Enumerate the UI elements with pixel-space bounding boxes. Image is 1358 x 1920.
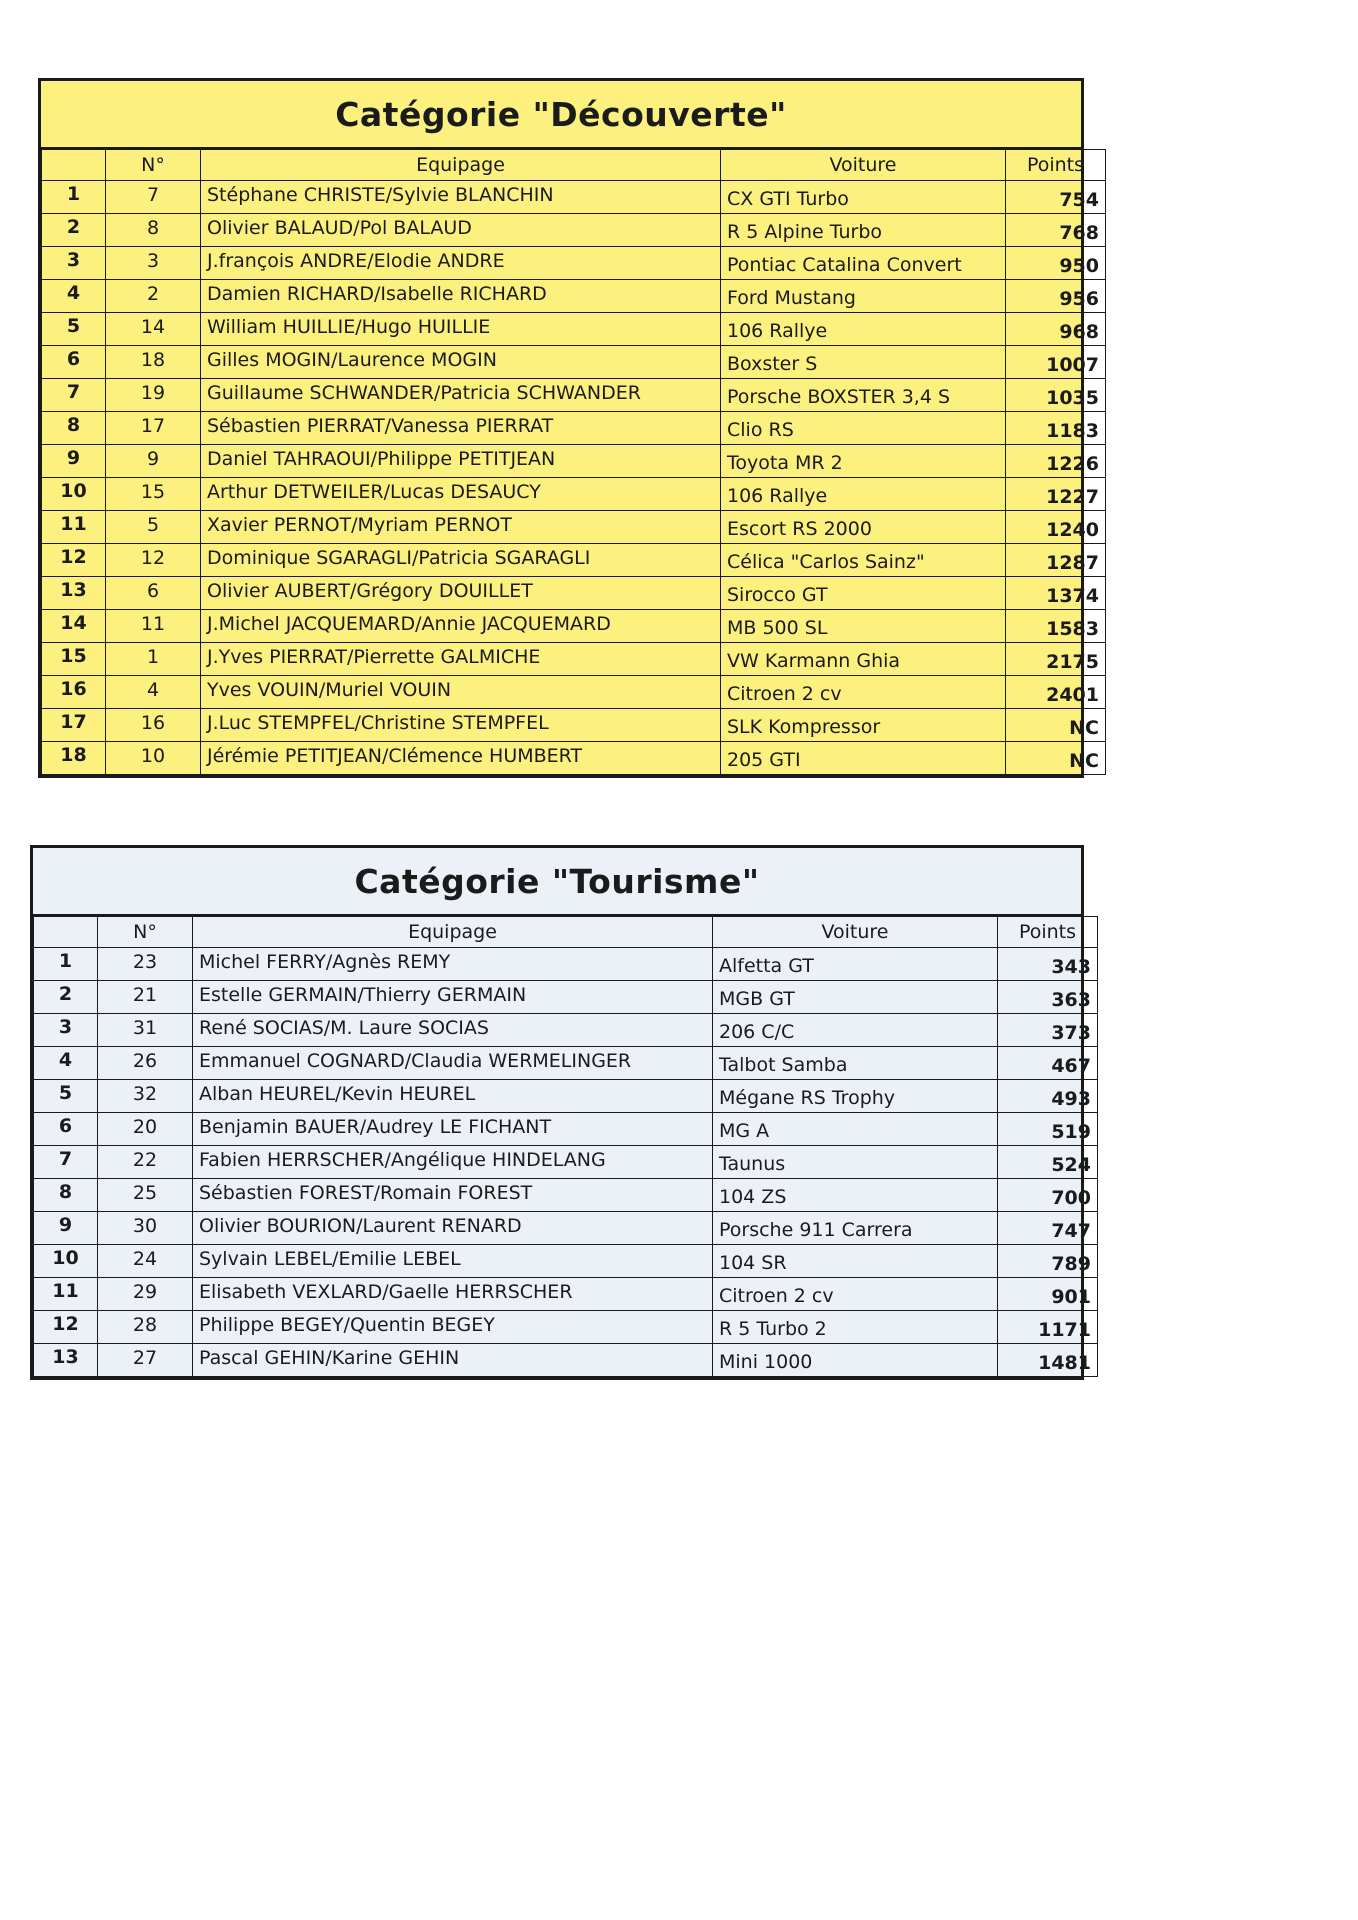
cell-car: Sirocco GT [727, 584, 828, 606]
cell-points: 1481 [1038, 1352, 1091, 1374]
cell-position: 5 [66, 315, 81, 337]
cell-crew: Daniel TAHRAOUI/Philippe PETITJEAN [207, 448, 556, 470]
cell-position: 1 [58, 950, 73, 972]
cell-crew: Sylvain LEBEL/Emilie LEBEL [199, 1248, 461, 1270]
column-header-crew: Equipage [201, 150, 721, 181]
cell-position: 2 [58, 983, 73, 1005]
cell-crew: Elisabeth VEXLARD/Gaelle HERRSCHER [199, 1281, 573, 1303]
cell-car: Porsche 911 Carrera [719, 1219, 913, 1241]
cell-number: 11 [140, 613, 166, 635]
cell-number: 7 [146, 184, 160, 206]
cell-crew: Olivier BOURION/Laurent RENARD [199, 1215, 522, 1237]
cell-position: 13 [60, 579, 87, 601]
cell-points: 1226 [1046, 453, 1099, 475]
cell-number: 28 [132, 1314, 158, 1336]
table-row [34, 948, 1098, 981]
cell-car: Porsche BOXSTER 3,4 S [727, 386, 951, 408]
cell-number: 30 [132, 1215, 158, 1237]
cell-points: 1227 [1046, 486, 1099, 508]
cell-car: 106 Rallye [727, 485, 828, 507]
cell-number: 23 [132, 951, 158, 973]
column-header-number: N° [106, 150, 201, 181]
table-row [34, 1047, 1098, 1080]
cell-number: 16 [140, 712, 166, 734]
cell-number: 17 [140, 415, 166, 437]
cell-crew: Benjamin BAUER/Audrey LE FICHANT [199, 1116, 552, 1138]
cell-crew: Sébastien FOREST/Romain FOREST [199, 1182, 533, 1204]
column-header-points: Points [998, 917, 1098, 948]
cell-crew: Dominique SGARAGLI/Patricia SGARAGLI [207, 547, 591, 569]
column-header-car: Voiture [721, 150, 1006, 181]
cell-position: 11 [52, 1280, 79, 1302]
cell-position: 9 [58, 1214, 73, 1236]
cell-car: Ford Mustang [727, 287, 856, 309]
cell-number: 12 [140, 547, 166, 569]
cell-position: 7 [66, 381, 81, 403]
cell-points: 363 [1051, 989, 1091, 1011]
cell-number: 9 [146, 448, 160, 470]
cell-position: 11 [60, 513, 87, 535]
cell-car: MB 500 SL [727, 617, 828, 639]
cell-car: Mini 1000 [719, 1351, 813, 1373]
table-row [34, 1146, 1098, 1179]
table-row [34, 1311, 1098, 1344]
cell-position: 2 [66, 216, 81, 238]
cell-crew: Pascal GEHIN/Karine GEHIN [199, 1347, 460, 1369]
cell-car: 205 GTI [727, 749, 801, 771]
table-row [42, 346, 1106, 379]
cell-position: 16 [60, 678, 87, 700]
cell-number: 15 [140, 481, 166, 503]
cell-number: 27 [132, 1347, 158, 1369]
cell-car: Citroen 2 cv [727, 683, 842, 705]
cell-number: 6 [146, 580, 160, 602]
cell-crew: Fabien HERRSCHER/Angélique HINDELANG [199, 1149, 606, 1171]
category-card-decouverte [38, 78, 1099, 778]
cell-car: MG A [719, 1120, 770, 1142]
cell-number: 18 [140, 349, 166, 371]
cell-number: 19 [140, 382, 166, 404]
cell-number: 24 [132, 1248, 158, 1270]
cell-points: 1007 [1046, 354, 1099, 376]
cell-crew: René SOCIAS/M. Laure SOCIAS [199, 1017, 489, 1039]
table-row [42, 676, 1106, 709]
table-row [42, 379, 1106, 412]
cell-crew: J.françois ANDRE/Elodie ANDRE [207, 250, 505, 272]
table-row [42, 412, 1106, 445]
cell-car: 206 C/C [719, 1021, 795, 1043]
cell-crew: Olivier AUBERT/Grégory DOUILLET [207, 580, 533, 602]
cell-position: 10 [52, 1247, 79, 1269]
cell-crew: Philippe BEGEY/Quentin BEGEY [199, 1314, 495, 1336]
cell-position: 12 [60, 546, 87, 568]
cell-position: 4 [66, 282, 81, 304]
table-row [42, 511, 1106, 544]
table-row [42, 643, 1106, 676]
cell-position: 12 [52, 1313, 79, 1335]
cell-number: 2 [146, 283, 160, 305]
cell-position: 4 [58, 1049, 73, 1071]
cell-number: 5 [146, 514, 160, 536]
cell-position: 13 [52, 1346, 79, 1368]
table-row [42, 247, 1106, 280]
results-table-decouverte [41, 149, 1106, 775]
cell-number: 10 [140, 745, 166, 767]
cell-car: Citroen 2 cv [719, 1285, 834, 1307]
cell-car: R 5 Alpine Turbo [727, 221, 883, 243]
table-row [42, 742, 1106, 775]
cell-points: 2401 [1046, 684, 1099, 706]
cell-number: 1 [146, 646, 160, 668]
cell-points: 1183 [1046, 420, 1099, 442]
cell-points: 1240 [1046, 519, 1099, 541]
cell-points: 343 [1051, 956, 1091, 978]
cell-position: 6 [66, 348, 81, 370]
cell-position: 5 [58, 1082, 73, 1104]
cell-position: 3 [66, 249, 81, 271]
cell-position: 1 [66, 183, 81, 205]
cell-number: 26 [132, 1050, 158, 1072]
cell-number: 20 [132, 1116, 158, 1138]
column-header-points: Points [1006, 150, 1106, 181]
table-row [42, 214, 1106, 247]
cell-crew: William HUILLIE/Hugo HUILLIE [207, 316, 491, 338]
category-title-decouverte: Catégorie "Découverte" [41, 81, 1081, 149]
cell-points: NC [1069, 750, 1099, 772]
cell-position: 8 [66, 414, 81, 436]
table-header-row [42, 150, 1106, 181]
column-header-position [42, 150, 106, 181]
cell-position: 10 [60, 480, 87, 502]
cell-crew: Damien RICHARD/Isabelle RICHARD [207, 283, 547, 305]
cell-crew: Stéphane CHRISTE/Sylvie BLANCHIN [207, 184, 554, 206]
cell-points: 493 [1051, 1088, 1091, 1110]
cell-car: 104 SR [719, 1252, 787, 1274]
cell-number: 31 [132, 1017, 158, 1039]
cell-car: SLK Kompressor [727, 716, 881, 738]
cell-car: Clio RS [727, 419, 794, 441]
cell-crew: Alban HEUREL/Kevin HEUREL [199, 1083, 476, 1105]
table-row [42, 709, 1106, 742]
cell-points: 524 [1051, 1154, 1091, 1176]
cell-car: Toyota MR 2 [727, 452, 843, 474]
cell-car: R 5 Turbo 2 [719, 1318, 827, 1340]
category-title-tourisme: Catégorie "Tourisme" [33, 848, 1081, 916]
cell-points: 700 [1051, 1187, 1091, 1209]
cell-points: 373 [1051, 1022, 1091, 1044]
cell-points: 901 [1051, 1286, 1091, 1308]
cell-crew: Xavier PERNOT/Myriam PERNOT [207, 514, 512, 536]
cell-points: 1374 [1046, 585, 1099, 607]
cell-number: 29 [132, 1281, 158, 1303]
cell-crew: Michel FERRY/Agnès REMY [199, 951, 451, 973]
cell-points: 747 [1051, 1220, 1091, 1242]
table-row [34, 1278, 1098, 1311]
table-row [42, 280, 1106, 313]
table-row [42, 610, 1106, 643]
cell-car: Escort RS 2000 [727, 518, 872, 540]
cell-car: 104 ZS [719, 1186, 787, 1208]
cell-number: 25 [132, 1182, 158, 1204]
table-row [42, 478, 1106, 511]
cell-number: 21 [132, 984, 158, 1006]
cell-crew: J.Michel JACQUEMARD/Annie JACQUEMARD [207, 613, 611, 635]
cell-position: 15 [60, 645, 87, 667]
table-row [34, 1113, 1098, 1146]
cell-car: Célica "Carlos Sainz" [727, 551, 925, 573]
cell-position: 8 [58, 1181, 73, 1203]
cell-crew: Olivier BALAUD/Pol BALAUD [207, 217, 472, 239]
cell-car: Mégane RS Trophy [719, 1087, 896, 1109]
cell-position: 7 [58, 1148, 73, 1170]
cell-crew: Emmanuel COGNARD/Claudia WERMELINGER [199, 1050, 632, 1072]
cell-points: 768 [1059, 222, 1099, 244]
cell-number: 22 [132, 1149, 158, 1171]
column-header-crew: Equipage [193, 917, 713, 948]
cell-number: 3 [146, 250, 160, 272]
cell-points: 754 [1059, 189, 1099, 211]
cell-car: Pontiac Catalina Convert [727, 254, 962, 276]
cell-car: Talbot Samba [719, 1054, 848, 1076]
cell-crew: J.Luc STEMPFEL/Christine STEMPFEL [207, 712, 549, 734]
cell-number: 8 [146, 217, 160, 239]
cell-crew: Jérémie PETITJEAN/Clémence HUMBERT [207, 745, 583, 767]
table-row [42, 577, 1106, 610]
table-row [34, 1212, 1098, 1245]
cell-crew: Gilles MOGIN/Laurence MOGIN [207, 349, 497, 371]
cell-crew: J.Yves PIERRAT/Pierrette GALMICHE [207, 646, 541, 668]
cell-points: 968 [1059, 321, 1099, 343]
category-card-tourisme [30, 845, 1091, 1380]
cell-position: 9 [66, 447, 81, 469]
cell-crew: Arthur DETWEILER/Lucas DESAUCY [207, 481, 541, 503]
cell-points: 2175 [1046, 651, 1099, 673]
cell-position: 3 [58, 1016, 73, 1038]
results-table-tourisme [33, 916, 1098, 1377]
cell-points: 1287 [1046, 552, 1099, 574]
cell-number: 14 [140, 316, 166, 338]
table-row [42, 445, 1106, 478]
cell-points: 950 [1059, 255, 1099, 277]
cell-car: Boxster S [727, 353, 818, 375]
table-row [34, 1080, 1098, 1113]
cell-position: 6 [58, 1115, 73, 1137]
column-header-number: N° [98, 917, 193, 948]
table-header-row [34, 917, 1098, 948]
cell-car: Taunus [719, 1153, 786, 1175]
cell-position: 17 [60, 711, 87, 733]
table-row [42, 181, 1106, 214]
cell-crew: Estelle GERMAIN/Thierry GERMAIN [199, 984, 527, 1006]
cell-car: CX GTI Turbo [727, 188, 849, 210]
cell-number: 32 [132, 1083, 158, 1105]
cell-crew: Yves VOUIN/Muriel VOUIN [207, 679, 452, 701]
cell-points: 789 [1051, 1253, 1091, 1275]
cell-points: 956 [1059, 288, 1099, 310]
table-row [42, 544, 1106, 577]
cell-points: 1171 [1038, 1319, 1091, 1341]
table-row [34, 1014, 1098, 1047]
cell-position: 14 [60, 612, 87, 634]
cell-points: 1035 [1046, 387, 1099, 409]
cell-points: 519 [1051, 1121, 1091, 1143]
table-row [34, 1179, 1098, 1212]
table-row [34, 1245, 1098, 1278]
table-row [34, 981, 1098, 1014]
column-header-position [34, 917, 98, 948]
table-row [42, 313, 1106, 346]
column-header-car: Voiture [713, 917, 998, 948]
cell-crew: Sébastien PIERRAT/Vanessa PIERRAT [207, 415, 554, 437]
cell-points: NC [1069, 717, 1099, 739]
cell-car: VW Karmann Ghia [727, 650, 901, 672]
table-row [34, 1344, 1098, 1377]
cell-points: 467 [1051, 1055, 1091, 1077]
cell-points: 1583 [1046, 618, 1099, 640]
cell-car: MGB GT [719, 988, 795, 1010]
cell-number: 4 [146, 679, 160, 701]
cell-car: Alfetta GT [719, 955, 814, 977]
cell-car: 106 Rallye [727, 320, 828, 342]
cell-crew: Guillaume SCHWANDER/Patricia SCHWANDER [207, 382, 641, 404]
cell-position: 18 [60, 744, 87, 766]
